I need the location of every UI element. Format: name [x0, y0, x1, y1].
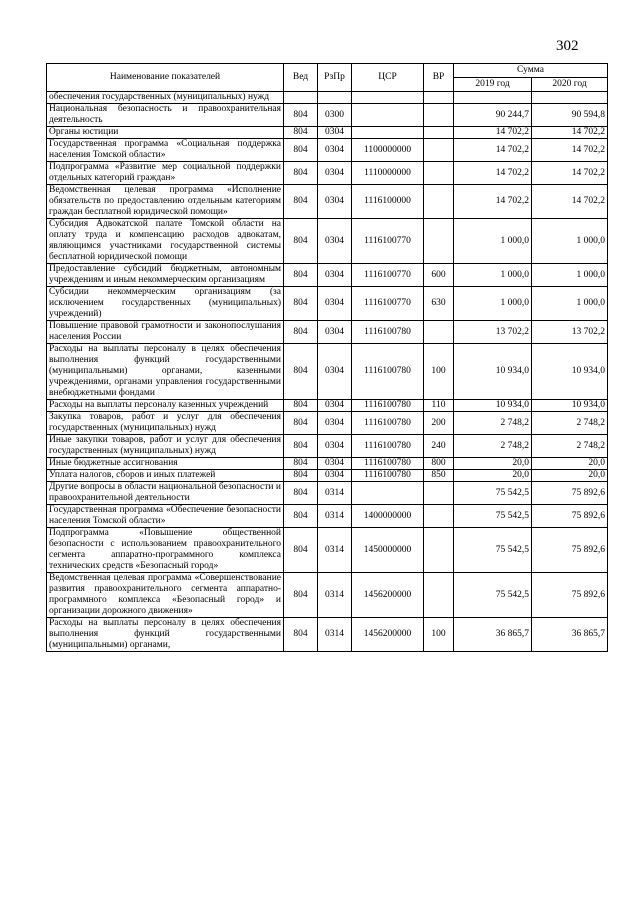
cell-sum-2019: 14 702,2: [454, 127, 532, 139]
cell-vr: 850: [424, 470, 454, 482]
table-row: [47, 104, 608, 127]
table-row: [47, 287, 608, 321]
cell-sum-2020: 90 594,8: [532, 104, 608, 127]
cell-rzpr: 0304: [318, 435, 352, 458]
cell-csr: [352, 127, 424, 139]
cell-rzpr: 0314: [318, 482, 352, 505]
header-sum: Сумма: [454, 64, 608, 78]
cell-ved: 804: [284, 470, 318, 482]
cell-ved: 804: [284, 482, 318, 505]
cell-ved: 804: [284, 264, 318, 287]
table-body: [47, 92, 608, 652]
cell-name: Предоставление субсидий бюджетным, автономным учреждениям и иным некоммерческим организациям: [47, 264, 284, 287]
page-number: 302: [556, 38, 579, 54]
cell-name: Субсидия Адвокатской палате Томской области на оплату труда и компенсацию расходов адвокатам, являющимся участниками государственной системы бесплатной юридической помощи: [47, 219, 284, 264]
cell-sum-2019: 14 702,2: [454, 139, 532, 162]
cell-rzpr: 0304: [318, 185, 352, 219]
cell-ved: 804: [284, 139, 318, 162]
header-csr: ЦСР: [352, 64, 424, 92]
cell-vr: [424, 162, 454, 185]
cell-sum-2019: 13 702,2: [454, 321, 532, 344]
cell-sum-2020: [532, 92, 608, 104]
cell-sum-2019: 75 542,5: [454, 573, 532, 618]
cell-sum-2019: 10 934,0: [454, 344, 532, 400]
table-row: [47, 321, 608, 344]
cell-name: Национальная безопасность и правоохранительная деятельность: [47, 104, 284, 127]
budget-table: [46, 63, 608, 652]
header-ved: Вед: [284, 64, 318, 92]
cell-sum-2020: 1 000,0: [532, 219, 608, 264]
cell-sum-2019: 90 244,7: [454, 104, 532, 127]
cell-ved: 804: [284, 573, 318, 618]
cell-csr: [352, 104, 424, 127]
cell-vr: 630: [424, 287, 454, 321]
table-row: [47, 139, 608, 162]
cell-ved: 804: [284, 219, 318, 264]
cell-name: Расходы на выплаты персоналу казенных учреждений: [47, 400, 284, 412]
cell-vr: [424, 92, 454, 104]
cell-sum-2019: 1 000,0: [454, 264, 532, 287]
cell-sum-2020: 1 000,0: [532, 264, 608, 287]
cell-rzpr: 0304: [318, 264, 352, 287]
cell-name: Органы юстиции: [47, 127, 284, 139]
cell-name: обеспечения государственных (муниципальных) нужд: [47, 92, 284, 104]
cell-vr: [424, 185, 454, 219]
cell-csr: 1100000000: [352, 139, 424, 162]
header-vr: ВР: [424, 64, 454, 92]
cell-sum-2020: 14 702,2: [532, 185, 608, 219]
cell-vr: 200: [424, 412, 454, 435]
cell-sum-2019: 1 000,0: [454, 287, 532, 321]
cell-ved: 804: [284, 104, 318, 127]
cell-csr: 1116100780: [352, 412, 424, 435]
cell-sum-2020: 2 748,2: [532, 435, 608, 458]
header-year-2020: 2020 год: [532, 78, 608, 92]
cell-rzpr: 0304: [318, 321, 352, 344]
cell-sum-2020: 20,0: [532, 458, 608, 470]
table-row: [47, 127, 608, 139]
cell-csr: 1116100770: [352, 287, 424, 321]
cell-sum-2020: 36 865,7: [532, 618, 608, 652]
cell-ved: 804: [284, 618, 318, 652]
cell-rzpr: 0304: [318, 400, 352, 412]
table-row: [47, 458, 608, 470]
cell-rzpr: 0304: [318, 458, 352, 470]
cell-sum-2020: 20,0: [532, 470, 608, 482]
cell-csr: 1116100000: [352, 185, 424, 219]
cell-rzpr: 0314: [318, 505, 352, 528]
table-row: [47, 435, 608, 458]
cell-rzpr: 0304: [318, 344, 352, 400]
cell-sum-2020: 14 702,2: [532, 127, 608, 139]
cell-csr: 1456200000: [352, 573, 424, 618]
cell-ved: 804: [284, 185, 318, 219]
cell-sum-2019: [454, 92, 532, 104]
cell-name: Ведомственная целевая программа «Исполнение обязательств по предоставлению отдельным категориям граждан бесплатной юридической помощи»: [47, 185, 284, 219]
cell-rzpr: 0314: [318, 618, 352, 652]
table-row: [47, 400, 608, 412]
cell-vr: [424, 482, 454, 505]
cell-name: Уплата налогов, сборов и иных платежей: [47, 470, 284, 482]
cell-ved: 804: [284, 458, 318, 470]
cell-vr: [424, 321, 454, 344]
cell-ved: 804: [284, 344, 318, 400]
cell-name: Другие вопросы в области национальной безопасности и правоохранительной деятельности: [47, 482, 284, 505]
cell-csr: 1116100780: [352, 400, 424, 412]
cell-csr: 1110000000: [352, 162, 424, 185]
cell-sum-2020: 14 702,2: [532, 162, 608, 185]
cell-rzpr: 0304: [318, 287, 352, 321]
header-rzpr: РзПр: [318, 64, 352, 92]
cell-rzpr: [318, 92, 352, 104]
cell-sum-2019: 2 748,2: [454, 412, 532, 435]
cell-sum-2020: 10 934,0: [532, 400, 608, 412]
cell-ved: 804: [284, 505, 318, 528]
table-row: [47, 219, 608, 264]
cell-vr: 240: [424, 435, 454, 458]
cell-csr: [352, 482, 424, 505]
cell-csr: 1450000000: [352, 528, 424, 573]
cell-ved: [284, 92, 318, 104]
table-row: [47, 470, 608, 482]
table-row: [47, 162, 608, 185]
cell-csr: [352, 92, 424, 104]
cell-name: Повышение правовой грамотности и законопослушания населения России: [47, 321, 284, 344]
cell-vr: [424, 104, 454, 127]
cell-ved: 804: [284, 400, 318, 412]
cell-ved: 804: [284, 321, 318, 344]
cell-sum-2019: 75 542,5: [454, 482, 532, 505]
table-row: [47, 344, 608, 400]
cell-csr: 1116100780: [352, 321, 424, 344]
cell-name: Расходы на выплаты персоналу в целях обеспечения выполнения функций государственными (муниципальными) органами,: [47, 618, 284, 652]
table-row: [47, 264, 608, 287]
cell-sum-2020: 14 702,2: [532, 139, 608, 162]
cell-rzpr: 0304: [318, 412, 352, 435]
cell-ved: 804: [284, 412, 318, 435]
cell-sum-2019: 20,0: [454, 458, 532, 470]
cell-sum-2019: 75 542,5: [454, 505, 532, 528]
cell-csr: 1116100770: [352, 219, 424, 264]
cell-sum-2019: 10 934,0: [454, 400, 532, 412]
table-row: [47, 505, 608, 528]
cell-rzpr: 0304: [318, 162, 352, 185]
cell-ved: 804: [284, 528, 318, 573]
table-row: [47, 482, 608, 505]
cell-csr: 1400000000: [352, 505, 424, 528]
cell-vr: 800: [424, 458, 454, 470]
cell-ved: 804: [284, 162, 318, 185]
cell-csr: 1116100780: [352, 435, 424, 458]
cell-sum-2019: 75 542,5: [454, 528, 532, 573]
table-row: [47, 528, 608, 573]
cell-rzpr: 0304: [318, 127, 352, 139]
cell-name: Расходы на выплаты персоналу в целях обеспечения выполнения функций государственными (муниципальными) органами, казенными учреждениями, органами управления государственными внебюджетными фондами: [47, 344, 284, 400]
cell-name: Подпрограмма «Развитие мер социальной поддержки отдельных категорий граждан»: [47, 162, 284, 185]
cell-vr: 100: [424, 618, 454, 652]
table-row: [47, 412, 608, 435]
header-year-2019: 2019 год: [454, 78, 532, 92]
cell-sum-2019: 14 702,2: [454, 185, 532, 219]
cell-csr: 1116100780: [352, 344, 424, 400]
cell-sum-2019: 36 865,7: [454, 618, 532, 652]
cell-sum-2020: 75 892,6: [532, 505, 608, 528]
cell-ved: 804: [284, 435, 318, 458]
cell-sum-2020: 75 892,6: [532, 573, 608, 618]
cell-vr: [424, 528, 454, 573]
cell-rzpr: 0304: [318, 219, 352, 264]
cell-csr: 1116100780: [352, 470, 424, 482]
cell-sum-2020: 75 892,6: [532, 528, 608, 573]
cell-name: Государственная программа «Обеспечение безопасности населения Томской области»: [47, 505, 284, 528]
table-row: [47, 618, 608, 652]
cell-vr: 110: [424, 400, 454, 412]
cell-csr: 1116100780: [352, 458, 424, 470]
cell-vr: [424, 127, 454, 139]
cell-vr: [424, 505, 454, 528]
cell-sum-2020: 10 934,0: [532, 344, 608, 400]
cell-sum-2019: 2 748,2: [454, 435, 532, 458]
cell-sum-2019: 20,0: [454, 470, 532, 482]
table-row: [47, 185, 608, 219]
cell-sum-2019: 14 702,2: [454, 162, 532, 185]
cell-rzpr: 0314: [318, 528, 352, 573]
cell-rzpr: 0314: [318, 573, 352, 618]
cell-sum-2020: 75 892,6: [532, 482, 608, 505]
cell-name: Подпрограмма «Повышение общественной безопасности с использованием правоохранительного сегмента аппаратно-программного комплекса технических средств «Безопасный город»: [47, 528, 284, 573]
cell-vr: 100: [424, 344, 454, 400]
cell-csr: 1116100770: [352, 264, 424, 287]
cell-vr: [424, 219, 454, 264]
table-row: [47, 92, 608, 104]
cell-vr: [424, 139, 454, 162]
cell-name: Иные бюджетные ассигнования: [47, 458, 284, 470]
cell-sum-2020: 13 702,2: [532, 321, 608, 344]
cell-name: Иные закупки товаров, работ и услуг для обеспечения государственных (муниципальных) нужд: [47, 435, 284, 458]
cell-ved: 804: [284, 127, 318, 139]
cell-vr: 600: [424, 264, 454, 287]
cell-name: Субсидии некоммерческим организациям (за исключением государственных (муниципальных) учреждений): [47, 287, 284, 321]
cell-sum-2019: 1 000,0: [454, 219, 532, 264]
cell-ved: 804: [284, 287, 318, 321]
cell-rzpr: 0304: [318, 470, 352, 482]
cell-name: Закупка товаров, работ и услуг для обеспечения государственных (муниципальных) нужд: [47, 412, 284, 435]
cell-rzpr: 0304: [318, 139, 352, 162]
cell-name: Ведомственная целевая программа «Совершенствование развития правоохранительного сегмента аппаратно-программного комплекса «Безопасный город» и организации дорожного движения»: [47, 573, 284, 618]
cell-rzpr: 0300: [318, 104, 352, 127]
cell-name: Государственная программа «Социальная поддержка населения Томской области»: [47, 139, 284, 162]
header-name: Наименование показателей: [47, 64, 284, 92]
cell-sum-2020: 1 000,0: [532, 287, 608, 321]
cell-sum-2020: 2 748,2: [532, 412, 608, 435]
table-row: [47, 573, 608, 618]
cell-vr: [424, 573, 454, 618]
cell-csr: 1456200000: [352, 618, 424, 652]
